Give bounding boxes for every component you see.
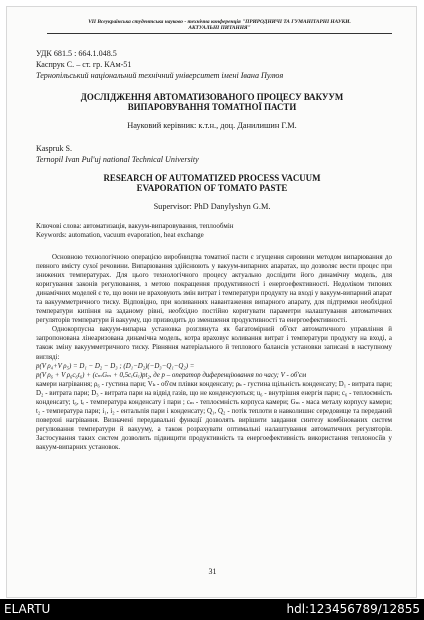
title-en-line2: EVAPORATION OF TOMATO PASTE: [136, 183, 288, 193]
conference-header-line2: АКТУАЛЬНІ ПИТАННЯ": [188, 25, 251, 32]
footer-repository-name: ELARTU: [4, 602, 51, 616]
conference-header-line1: VII Всеукраїнська студентська науково - технічна конференція "ПРИРОДНИЧІ ТА ГУМАНІТАРНІ НАУКИ.: [88, 19, 351, 25]
author-ua: Каспрук С. – ст. гр. КАм-51: [36, 60, 132, 69]
title-en-line1: RESEARCH OF AUTOMATIZED PROCESS VACUUM: [103, 173, 321, 183]
paragraph-2-intro: Однокорпусна вакуум-випарна установка розглянута як багатомірний об'єкт автоматичного управління й запропонована лінеаризована динамічна модель, котра враховує коливання витрат і температури продукту на вході, а також зміну вакуумметричного тиску. Рівняння матеріального й теплового балансів установки записані в наступному вигляді:: [36, 326, 392, 361]
title-ua-line1: ДОСЛІДЖЕННЯ АВТОМАТИЗОВАНОГО ПРОЦЕСУ ВАКУУМ: [80, 92, 344, 102]
equation-line-2: p(V ρ₆ + V ρ₆c₆t₆) + (cₘGₘ + 0,5cₑGₑ)pt₂, де p – оператор диференціювання по часу; V - об'єм: [36, 371, 307, 379]
page-number: 31: [208, 567, 217, 576]
keywords-ua: Ключові слова: автоматизація, вакуум-випаровування, теплообмін: [36, 222, 234, 230]
title-en: [32, 173, 392, 193]
paragraph-2-rest: камери нагрівання; ρ₆ - густина пари; Vₖ - об'єм плівки конденсату; ρₖ - густина щільність конденсату; D₁ - витрата пари; D₂ - витрата пари; D₃ - витрата пари на відвід газів, що не конденсуються; u₆ - внутрішня енергія пари; c₆ - теплоємність конденсату; t₆, tₑ - температура конденсату і пари ; cₘ - теплоємність корпуса камери; Gₘ - маса металу корпусу камери; t₂ - температура пари; i₁, i₂ - ентальпія пари і конденсату; Q₁, Q₂ - потік теплоти в навколишнє середовище та переданий поверхні нагрівання. Визначені передавальні функції дозволять вирішити завдання синтезу комбінованих систем регулювання температури й вакууму, а також розрахувати оптимальні налаштування автоматичних регуляторів. Застосування таких систем дозволить підвищити продуктивність та енергоефективність використання теплоносіїв у вакуум-випарних установок.: [36, 380, 392, 451]
title-ua-line2: ВИПАРОВУВАННЯ ТОМАТНОЇ ПАСТИ: [127, 102, 297, 112]
affiliation-en: Ternopil Ivan Pul'uj national Technical University: [36, 155, 199, 164]
equation-line-1: p(V ρ₄+V ρ₅) = D₁ − D₂ − D₃ ; (D₁−D₂)(−D₃−Q₁−Q₂) =: [36, 362, 195, 370]
paragraph-1: Основною технологічною операцією виробництва томатної пасти є згущення сировини методом випарювання до певного вмісту сухої речовини. Випарювання здійснюють у вакуум-випарних апаратах, що дозволяє вести процес при знижених температурах. Для цього технологічного процесу актуально дослідити його динамічну модель, для коригування законів регулювання, з метою покращення продуктивності і енергоефективності. Недоліком типових динамічних моделей є те, що вони не враховують змін витрат і температури продукту на вході у вакуум-випарний апарат та вакуумметричного тиску. Відповідно, при коливаннях навантаження випарного апарату, для підтримки необхідної температури кипіння на заданому рівні, необхідно постійно коригувати параметри налаштування автоматичних регуляторів температури й вакууму, що призводить до зменшення продуктивності та енергоефективності.: [36, 254, 392, 325]
repository-footer: [0, 599, 424, 620]
conference-header: [47, 19, 392, 34]
footer-handle[interactable]: hdl:123456789/12855: [286, 602, 420, 616]
udc-code: УДК 681.5 : 664.1.048.5: [36, 49, 117, 58]
keywords-en: Keywords: automation, vacuum evaporation, heat exchange: [36, 231, 204, 239]
body-text: [36, 253, 392, 452]
affiliation-ua: Тернопільський національний технічний університет імені Івана Пулюя: [36, 71, 284, 80]
document-page: [6, 6, 417, 598]
supervisor-en: Supervisor: PhD Danylyshyn G.M.: [153, 202, 271, 211]
supervisor-ua: Науковий керівник: к.т.н., доц. Данилишин Г.М.: [127, 121, 297, 130]
author-en: Kaspruk S.: [36, 144, 72, 153]
title-ua: [32, 92, 392, 112]
